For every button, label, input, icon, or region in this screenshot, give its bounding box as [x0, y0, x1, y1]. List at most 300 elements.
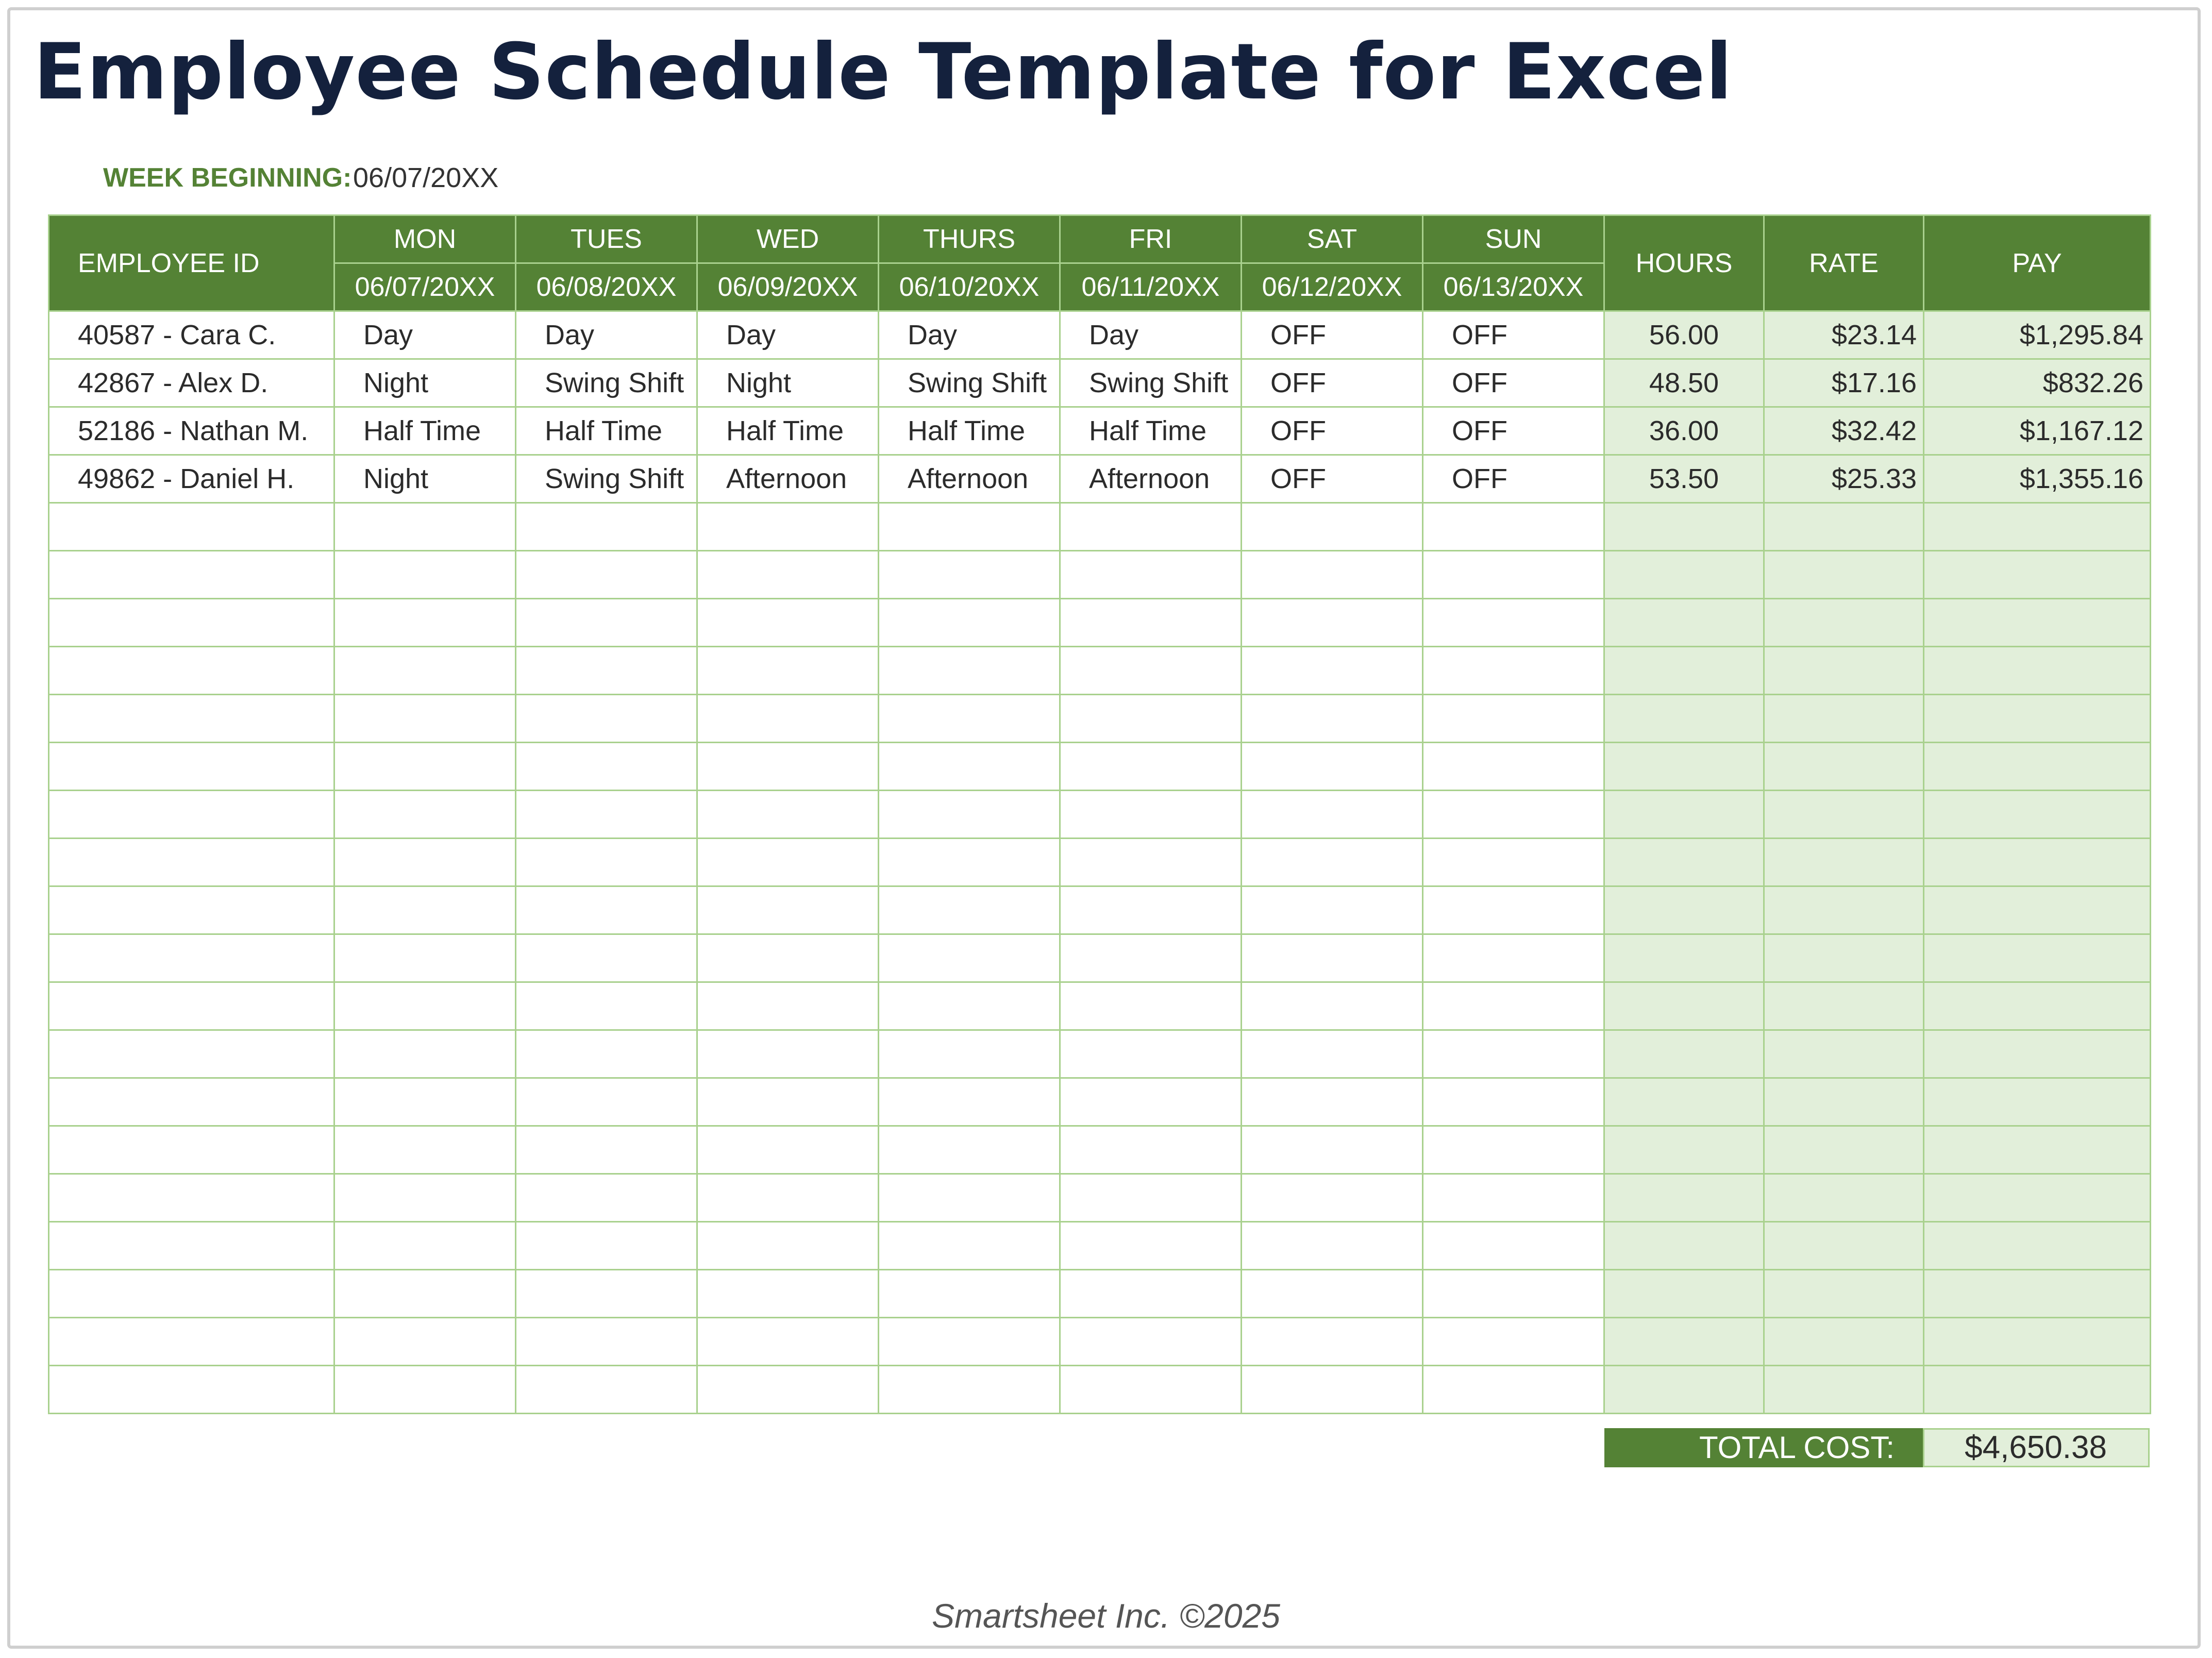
hours-cell	[1604, 1126, 1764, 1174]
column-header-hours: HOURS	[1604, 215, 1764, 311]
employee-id-cell[interactable]	[49, 1078, 334, 1126]
shift-cell-thurs[interactable]: Swing Shift	[879, 359, 1060, 407]
schedule-table	[48, 214, 2151, 1414]
shift-cell-tues[interactable]	[516, 551, 697, 599]
shift-cell-mon[interactable]	[334, 599, 516, 647]
shift-cell-tues[interactable]	[516, 839, 697, 886]
column-header-wed: WED	[697, 215, 879, 263]
shift-cell-fri[interactable]	[1060, 1030, 1242, 1078]
empty-table-row	[49, 791, 2151, 839]
shift-cell-sun[interactable]	[1423, 934, 1604, 982]
shift-cell-tues[interactable]	[516, 647, 697, 695]
shift-cell-wed[interactable]	[697, 695, 879, 743]
hours-cell	[1604, 695, 1764, 743]
shift-cell-sun[interactable]	[1423, 743, 1604, 791]
empty-table-row	[49, 1030, 2151, 1078]
shift-cell-mon[interactable]	[334, 1174, 516, 1222]
shift-cell-mon[interactable]: Day	[334, 311, 516, 359]
pay-cell	[1924, 599, 2151, 647]
rate-cell[interactable]	[1764, 1174, 1924, 1222]
employee-id-cell[interactable]	[49, 695, 334, 743]
shift-cell-sat[interactable]	[1242, 934, 1423, 982]
shift-cell-sat[interactable]	[1242, 1222, 1423, 1270]
week-beginning-label: WEEK BEGINNING:	[103, 163, 352, 193]
shift-cell-sat[interactable]: OFF	[1242, 407, 1423, 455]
shift-cell-wed[interactable]	[697, 1078, 879, 1126]
pay-cell	[1924, 647, 2151, 695]
employee-id-cell[interactable]	[49, 886, 334, 934]
shift-cell-sun[interactable]	[1423, 1366, 1604, 1414]
hours-cell	[1604, 1222, 1764, 1270]
shift-cell-fri[interactable]	[1060, 1222, 1242, 1270]
employee-id-cell[interactable]: 52186 - Nathan M.	[49, 407, 334, 455]
shift-cell-wed[interactable]	[697, 934, 879, 982]
shift-cell-sun[interactable]	[1423, 1030, 1604, 1078]
rate-cell[interactable]	[1764, 1078, 1924, 1126]
shift-cell-fri[interactable]	[1060, 1270, 1242, 1318]
empty-table-row	[49, 551, 2151, 599]
shift-cell-mon[interactable]	[334, 1222, 516, 1270]
shift-cell-thurs[interactable]	[879, 886, 1060, 934]
employee-id-cell[interactable]	[49, 934, 334, 982]
empty-table-row	[49, 839, 2151, 886]
empty-table-row	[49, 982, 2151, 1030]
hours-cell	[1604, 1078, 1764, 1126]
shift-cell-mon[interactable]	[334, 695, 516, 743]
date-header-sat: 06/12/20XX	[1242, 263, 1423, 311]
pay-cell	[1924, 503, 2151, 551]
shift-cell-sun[interactable]	[1423, 886, 1604, 934]
shift-cell-fri[interactable]	[1060, 1078, 1242, 1126]
shift-cell-sat[interactable]	[1242, 551, 1423, 599]
pay-cell	[1924, 1126, 2151, 1174]
shift-cell-sat[interactable]	[1242, 599, 1423, 647]
shift-cell-mon[interactable]	[334, 886, 516, 934]
shift-cell-wed[interactable]	[697, 1366, 879, 1414]
pay-cell	[1924, 791, 2151, 839]
pay-cell	[1924, 1174, 2151, 1222]
shift-cell-sun[interactable]: OFF	[1423, 359, 1604, 407]
hours-cell	[1604, 839, 1764, 886]
page-title: Employee Schedule Template for Excel	[33, 27, 1733, 117]
pay-cell	[1924, 743, 2151, 791]
hours-cell: 36.00	[1604, 407, 1764, 455]
shift-cell-thurs[interactable]	[879, 1174, 1060, 1222]
rate-cell[interactable]	[1764, 1270, 1924, 1318]
shift-cell-thurs[interactable]	[879, 551, 1060, 599]
shift-cell-sun[interactable]	[1423, 1318, 1604, 1366]
employee-id-cell[interactable]	[49, 647, 334, 695]
rate-cell[interactable]	[1764, 1126, 1924, 1174]
rate-cell[interactable]: $17.16	[1764, 359, 1924, 407]
pay-cell	[1924, 1078, 2151, 1126]
pay-cell	[1924, 1222, 2151, 1270]
shift-cell-tues[interactable]	[516, 503, 697, 551]
shift-cell-thurs[interactable]	[879, 599, 1060, 647]
rate-cell[interactable]	[1764, 551, 1924, 599]
shift-cell-wed[interactable]	[697, 551, 879, 599]
shift-cell-thurs[interactable]	[879, 934, 1060, 982]
shift-cell-tues[interactable]	[516, 1318, 697, 1366]
shift-cell-sun[interactable]	[1423, 599, 1604, 647]
shift-cell-sun[interactable]	[1423, 982, 1604, 1030]
shift-cell-mon[interactable]	[334, 503, 516, 551]
pay-cell	[1924, 886, 2151, 934]
shift-cell-sat[interactable]	[1242, 503, 1423, 551]
shift-cell-tues[interactable]: Swing Shift	[516, 455, 697, 503]
shift-cell-sat[interactable]	[1242, 695, 1423, 743]
empty-table-row	[49, 503, 2151, 551]
shift-cell-thurs[interactable]	[879, 503, 1060, 551]
shift-cell-wed[interactable]: Half Time	[697, 407, 879, 455]
rate-cell[interactable]	[1764, 599, 1924, 647]
shift-cell-tues[interactable]	[516, 886, 697, 934]
shift-cell-thurs[interactable]	[879, 839, 1060, 886]
shift-cell-tues[interactable]	[516, 599, 697, 647]
column-header-sat: SAT	[1242, 215, 1423, 263]
shift-cell-thurs[interactable]	[879, 1078, 1060, 1126]
hours-cell	[1604, 1366, 1764, 1414]
shift-cell-tues[interactable]	[516, 934, 697, 982]
shift-cell-tues[interactable]: Swing Shift	[516, 359, 697, 407]
pay-cell: $1,355.16	[1924, 455, 2151, 503]
shift-cell-fri[interactable]: Half Time	[1060, 407, 1242, 455]
shift-cell-mon[interactable]	[334, 1030, 516, 1078]
column-header-fri: FRI	[1060, 215, 1242, 263]
hours-cell	[1604, 791, 1764, 839]
shift-cell-tues[interactable]	[516, 1078, 697, 1126]
pay-cell	[1924, 982, 2151, 1030]
rate-cell[interactable]	[1764, 695, 1924, 743]
shift-cell-wed[interactable]: Day	[697, 311, 879, 359]
rate-cell[interactable]: $25.33	[1764, 455, 1924, 503]
shift-cell-fri[interactable]: Afternoon	[1060, 455, 1242, 503]
shift-cell-tues[interactable]	[516, 1126, 697, 1174]
employee-id-cell[interactable]	[49, 1126, 334, 1174]
employee-id-cell[interactable]	[49, 1270, 334, 1318]
shift-cell-tues[interactable]	[516, 695, 697, 743]
total-cost-value[interactable]: $4,650.38	[1923, 1428, 2150, 1467]
shift-cell-sat[interactable]	[1242, 1174, 1423, 1222]
hours-cell	[1604, 503, 1764, 551]
pay-cell	[1924, 934, 2151, 982]
shift-cell-fri[interactable]	[1060, 982, 1242, 1030]
shift-cell-tues[interactable]	[516, 1030, 697, 1078]
pay-cell	[1924, 551, 2151, 599]
pay-cell	[1924, 1318, 2151, 1366]
shift-cell-mon[interactable]	[334, 743, 516, 791]
shift-cell-fri[interactable]	[1060, 503, 1242, 551]
shift-cell-tues[interactable]	[516, 743, 697, 791]
rate-cell[interactable]	[1764, 1366, 1924, 1414]
hours-cell	[1604, 886, 1764, 934]
shift-cell-fri[interactable]	[1060, 934, 1242, 982]
employee-id-cell[interactable]: 49862 - Daniel H.	[49, 455, 334, 503]
shift-cell-sat[interactable]	[1242, 1030, 1423, 1078]
hours-cell	[1604, 599, 1764, 647]
employee-id-cell[interactable]	[49, 743, 334, 791]
shift-cell-wed[interactable]	[697, 1270, 879, 1318]
shift-cell-sun[interactable]	[1423, 1222, 1604, 1270]
shift-cell-sun[interactable]	[1423, 551, 1604, 599]
hours-cell: 48.50	[1604, 359, 1764, 407]
shift-cell-thurs[interactable]: Afternoon	[879, 455, 1060, 503]
shift-cell-wed[interactable]	[697, 791, 879, 839]
rate-cell[interactable]	[1764, 982, 1924, 1030]
employee-id-cell[interactable]	[49, 1366, 334, 1414]
shift-cell-sun[interactable]	[1423, 839, 1604, 886]
pay-cell	[1924, 695, 2151, 743]
shift-cell-tues[interactable]	[516, 1222, 697, 1270]
pay-cell	[1924, 1270, 2151, 1318]
employee-id-cell[interactable]	[49, 503, 334, 551]
shift-cell-sat[interactable]	[1242, 839, 1423, 886]
empty-table-row	[49, 934, 2151, 982]
shift-cell-fri[interactable]	[1060, 695, 1242, 743]
shift-cell-fri[interactable]	[1060, 886, 1242, 934]
hours-cell	[1604, 982, 1764, 1030]
column-header-pay: PAY	[1924, 215, 2151, 311]
shift-cell-thurs[interactable]	[879, 982, 1060, 1030]
employee-id-cell[interactable]: 42867 - Alex D.	[49, 359, 334, 407]
shift-cell-wed[interactable]	[697, 1030, 879, 1078]
rate-cell[interactable]	[1764, 791, 1924, 839]
pay-cell: $1,167.12	[1924, 407, 2151, 455]
employee-id-cell[interactable]: 40587 - Cara C.	[49, 311, 334, 359]
shift-cell-sat[interactable]	[1242, 1318, 1423, 1366]
column-header-mon: MON	[334, 215, 516, 263]
shift-cell-sun[interactable]	[1423, 1270, 1604, 1318]
hours-cell	[1604, 934, 1764, 982]
shift-cell-sat[interactable]	[1242, 1126, 1423, 1174]
shift-cell-fri[interactable]	[1060, 1318, 1242, 1366]
empty-table-row	[49, 695, 2151, 743]
shift-cell-sun[interactable]	[1423, 647, 1604, 695]
pay-cell: $1,295.84	[1924, 311, 2151, 359]
table-body	[49, 311, 2151, 1414]
shift-cell-wed[interactable]	[697, 1174, 879, 1222]
table-row	[49, 407, 2151, 455]
shift-cell-mon[interactable]	[334, 1318, 516, 1366]
empty-table-row	[49, 647, 2151, 695]
empty-table-row	[49, 886, 2151, 934]
rate-cell[interactable]: $23.14	[1764, 311, 1924, 359]
empty-table-row	[49, 743, 2151, 791]
shift-cell-mon[interactable]	[334, 1270, 516, 1318]
shift-cell-sun[interactable]: OFF	[1423, 407, 1604, 455]
shift-cell-wed[interactable]	[697, 1222, 879, 1270]
employee-id-cell[interactable]	[49, 599, 334, 647]
shift-cell-wed[interactable]: Night	[697, 359, 879, 407]
shift-cell-sun[interactable]	[1423, 1174, 1604, 1222]
week-beginning-value[interactable]: 06/07/20XX	[353, 162, 499, 193]
shift-cell-thurs[interactable]: Day	[879, 311, 1060, 359]
table-row	[49, 359, 2151, 407]
shift-cell-fri[interactable]	[1060, 791, 1242, 839]
shift-cell-wed[interactable]	[697, 1318, 879, 1366]
column-header-rate: RATE	[1764, 215, 1924, 311]
shift-cell-tues[interactable]	[516, 791, 697, 839]
shift-cell-sat[interactable]	[1242, 982, 1423, 1030]
column-header-sun: SUN	[1423, 215, 1604, 263]
shift-cell-fri[interactable]: Day	[1060, 311, 1242, 359]
hours-cell	[1604, 1318, 1764, 1366]
shift-cell-thurs[interactable]	[879, 1366, 1060, 1414]
employee-id-cell[interactable]	[49, 839, 334, 886]
shift-cell-fri[interactable]	[1060, 1366, 1242, 1414]
shift-cell-tues[interactable]: Day	[516, 311, 697, 359]
shift-cell-tues[interactable]	[516, 1270, 697, 1318]
shift-cell-wed[interactable]	[697, 1126, 879, 1174]
hours-cell: 56.00	[1604, 311, 1764, 359]
total-cost-label: TOTAL COST:	[1604, 1428, 1923, 1467]
shift-cell-fri[interactable]	[1060, 647, 1242, 695]
shift-cell-sat[interactable]	[1242, 1366, 1423, 1414]
employee-id-cell[interactable]	[49, 1222, 334, 1270]
employee-id-cell[interactable]	[49, 551, 334, 599]
shift-cell-fri[interactable]	[1060, 551, 1242, 599]
empty-table-row	[49, 599, 2151, 647]
table-header	[49, 215, 2151, 311]
shift-cell-thurs[interactable]	[879, 1318, 1060, 1366]
employee-id-cell[interactable]	[49, 1030, 334, 1078]
rate-cell[interactable]	[1764, 647, 1924, 695]
rate-cell[interactable]	[1764, 886, 1924, 934]
shift-cell-sat[interactable]	[1242, 743, 1423, 791]
empty-table-row	[49, 1318, 2151, 1366]
shift-cell-sat[interactable]: OFF	[1242, 311, 1423, 359]
shift-cell-wed[interactable]	[697, 599, 879, 647]
shift-cell-sat[interactable]	[1242, 791, 1423, 839]
shift-cell-fri[interactable]	[1060, 1126, 1242, 1174]
pay-cell: $832.26	[1924, 359, 2151, 407]
date-header-fri: 06/11/20XX	[1060, 263, 1242, 311]
shift-cell-tues[interactable]	[516, 982, 697, 1030]
shift-cell-sat[interactable]	[1242, 1078, 1423, 1126]
shift-cell-wed[interactable]	[697, 503, 879, 551]
shift-cell-sat[interactable]: OFF	[1242, 455, 1423, 503]
rate-cell[interactable]	[1764, 839, 1924, 886]
shift-cell-thurs[interactable]: Half Time	[879, 407, 1060, 455]
employee-id-cell[interactable]	[49, 1318, 334, 1366]
shift-cell-mon[interactable]	[334, 1126, 516, 1174]
footer-copyright: Smartsheet Inc. ©2025	[932, 1597, 1280, 1635]
shift-cell-tues[interactable]: Half Time	[516, 407, 697, 455]
shift-cell-fri[interactable]	[1060, 1174, 1242, 1222]
rate-cell[interactable]	[1764, 743, 1924, 791]
date-header-thurs: 06/10/20XX	[879, 263, 1060, 311]
pay-cell	[1924, 1366, 2151, 1414]
shift-cell-mon[interactable]	[334, 1078, 516, 1126]
shift-cell-sun[interactable]: OFF	[1423, 455, 1604, 503]
pay-cell	[1924, 1030, 2151, 1078]
hours-cell	[1604, 1030, 1764, 1078]
rate-cell[interactable]	[1764, 503, 1924, 551]
shift-cell-mon[interactable]: Night	[334, 359, 516, 407]
shift-cell-thurs[interactable]	[879, 1222, 1060, 1270]
hours-cell	[1604, 647, 1764, 695]
shift-cell-sun[interactable]	[1423, 695, 1604, 743]
shift-cell-mon[interactable]	[334, 791, 516, 839]
shift-cell-wed[interactable]	[697, 647, 879, 695]
shift-cell-sun[interactable]	[1423, 1126, 1604, 1174]
shift-cell-sat[interactable]: OFF	[1242, 359, 1423, 407]
rate-cell[interactable]	[1764, 1222, 1924, 1270]
shift-cell-mon[interactable]	[334, 647, 516, 695]
shift-cell-sat[interactable]	[1242, 647, 1423, 695]
rate-cell[interactable]	[1764, 934, 1924, 982]
column-header-thurs: THURS	[879, 215, 1060, 263]
shift-cell-mon[interactable]	[334, 839, 516, 886]
shift-cell-fri[interactable]	[1060, 599, 1242, 647]
shift-cell-tues[interactable]	[516, 1366, 697, 1414]
shift-cell-thurs[interactable]	[879, 791, 1060, 839]
empty-table-row	[49, 1174, 2151, 1222]
employee-id-cell[interactable]	[49, 791, 334, 839]
shift-cell-wed[interactable]	[697, 982, 879, 1030]
shift-cell-fri[interactable]: Swing Shift	[1060, 359, 1242, 407]
rate-cell[interactable]	[1764, 1318, 1924, 1366]
shift-cell-wed[interactable]	[697, 839, 879, 886]
shift-cell-mon[interactable]	[334, 982, 516, 1030]
shift-cell-thurs[interactable]	[879, 743, 1060, 791]
rate-cell[interactable]	[1764, 1030, 1924, 1078]
employee-id-cell[interactable]	[49, 982, 334, 1030]
shift-cell-wed[interactable]: Afternoon	[697, 455, 879, 503]
date-header-tues: 06/08/20XX	[516, 263, 697, 311]
shift-cell-wed[interactable]	[697, 886, 879, 934]
shift-cell-tues[interactable]	[516, 1174, 697, 1222]
shift-cell-mon[interactable]	[334, 551, 516, 599]
shift-cell-sun[interactable]	[1423, 791, 1604, 839]
shift-cell-mon[interactable]	[334, 934, 516, 982]
shift-cell-sun[interactable]: OFF	[1423, 311, 1604, 359]
empty-table-row	[49, 1222, 2151, 1270]
shift-cell-thurs[interactable]	[879, 647, 1060, 695]
table-row	[49, 311, 2151, 359]
date-header-wed: 06/09/20XX	[697, 263, 879, 311]
shift-cell-mon[interactable]	[334, 1366, 516, 1414]
shift-cell-fri[interactable]	[1060, 743, 1242, 791]
hours-cell	[1604, 1270, 1764, 1318]
shift-cell-sat[interactable]	[1242, 886, 1423, 934]
empty-table-row	[49, 1126, 2151, 1174]
hours-cell: 53.50	[1604, 455, 1764, 503]
shift-cell-mon[interactable]: Half Time	[334, 407, 516, 455]
shift-cell-thurs[interactable]	[879, 1270, 1060, 1318]
empty-table-row	[49, 1366, 2151, 1414]
shift-cell-sat[interactable]	[1242, 1270, 1423, 1318]
shift-cell-thurs[interactable]	[879, 1030, 1060, 1078]
shift-cell-thurs[interactable]	[879, 695, 1060, 743]
hours-cell	[1604, 551, 1764, 599]
shift-cell-sun[interactable]	[1423, 1078, 1604, 1126]
shift-cell-sun[interactable]	[1423, 503, 1604, 551]
shift-cell-wed[interactable]	[697, 743, 879, 791]
rate-cell[interactable]: $32.42	[1764, 407, 1924, 455]
hours-cell	[1604, 743, 1764, 791]
employee-id-cell[interactable]	[49, 1174, 334, 1222]
shift-cell-mon[interactable]: Night	[334, 455, 516, 503]
empty-table-row	[49, 1078, 2151, 1126]
pay-cell	[1924, 839, 2151, 886]
date-header-mon: 06/07/20XX	[334, 263, 516, 311]
table-row	[49, 455, 2151, 503]
column-header-employee-id: EMPLOYEE ID	[49, 215, 334, 311]
header-row-days	[49, 215, 2151, 263]
shift-cell-fri[interactable]	[1060, 839, 1242, 886]
shift-cell-thurs[interactable]	[879, 1126, 1060, 1174]
